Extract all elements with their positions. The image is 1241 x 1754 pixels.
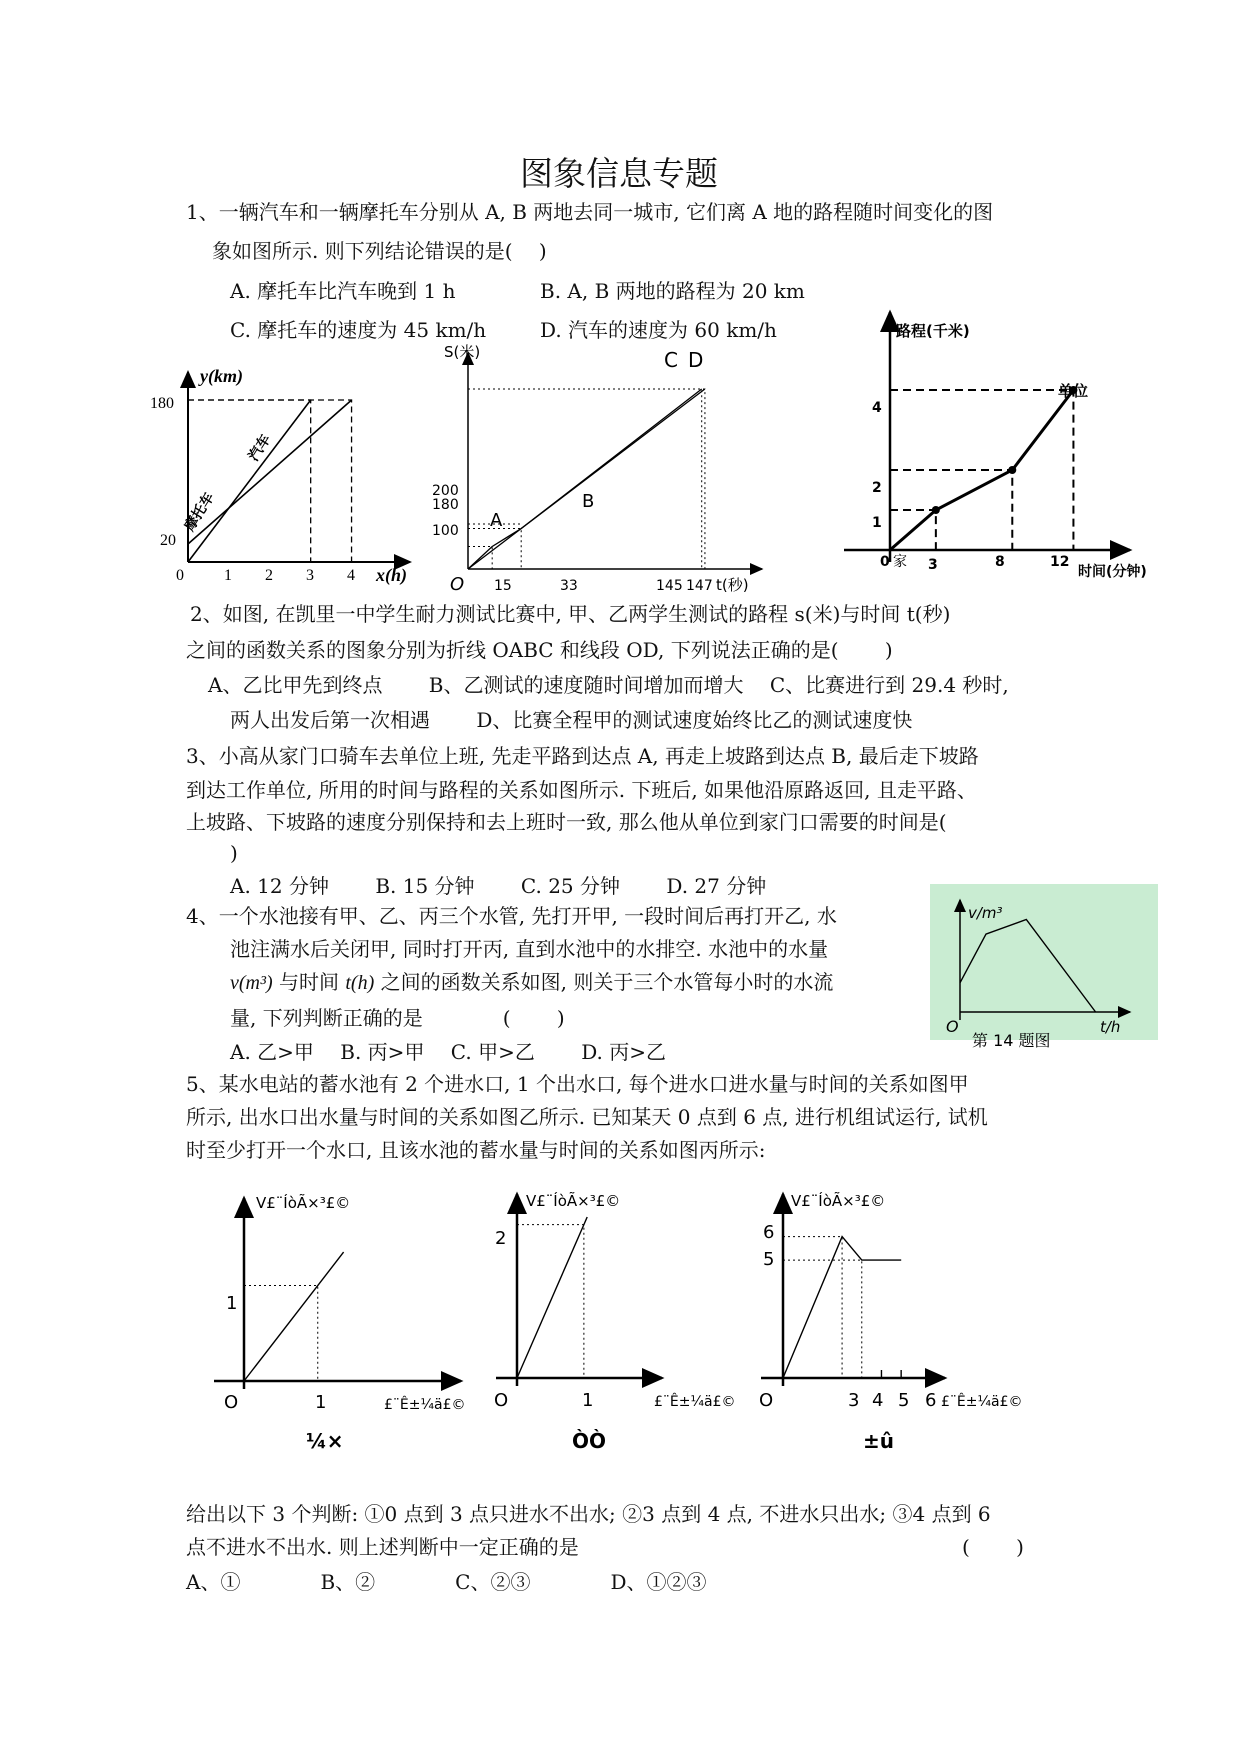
fig2-point-d: D — [688, 348, 704, 372]
fig1-x-tick-0: 0 — [176, 567, 184, 584]
fig1-y-label: y(km) — [200, 366, 243, 386]
q3-line3: 上坡路、下坡路的速度分别保持和去上班时一致, 那么他从单位到家门口需要的时间是( — [186, 810, 947, 834]
q4-line2: 池注满水后关闭甲, 同时打开丙, 直到水池中的水排空. 水池中的水量 — [230, 937, 829, 961]
q2-line1: 2、如图, 在凯里一中学生耐力测试比赛中, 甲、乙两学生测试的路程 s(米)与时间 t(秒) — [190, 602, 951, 626]
q4-line1: 4、一个水池接有甲、乙、丙三个水管, 先打开甲, 一段时间后再打开乙, 水 — [186, 904, 837, 928]
fig4-origin: O — [946, 1017, 959, 1036]
fig3-point-2 — [1008, 466, 1016, 474]
q5-line2: 所示, 出水口出水量与时间的关系如图乙所示. 已知某天 0 点到 6 点, 进行机组试运行, 试机 — [186, 1105, 988, 1129]
fig2-x-tick-147: 147 — [686, 578, 713, 594]
q5-answer-paren: ( ) — [962, 1535, 1024, 1559]
fig5a-origin: O — [224, 1392, 239, 1413]
q3-line1: 3、小高从家门口骑车去单位上班, 先走平路到达点 A, 再走上坡路到达点 B, 最后走下坡路 — [186, 744, 979, 768]
fig2-y-label: S(米) — [444, 343, 481, 361]
fig3-x-tick-8: 8 — [995, 554, 1005, 570]
q2-line2: 之间的函数关系的图象分别为折线 OABC 和线段 OD, 下列说法正确的是( ) — [186, 638, 893, 662]
fig5b-x-label: £¨Ê±¼ä£© — [654, 1394, 736, 1410]
page-title: 图象信息专题 — [520, 154, 718, 193]
q4-line3-text-2: 之间的函数关系如图, 则关于三个水管每小时的水流 — [374, 970, 834, 994]
fig3-point-1 — [932, 506, 940, 514]
q1-option-b: B. A, B 两地的路程为 20 km — [540, 279, 805, 303]
fig1-x-tick-2: 2 — [265, 567, 273, 584]
fig1-moto-label: 摩托车 — [181, 490, 218, 535]
figure-3-graph — [830, 300, 1170, 590]
fig5c-guide-drop — [783, 1260, 862, 1378]
fig5c-y-tick-6: 6 — [763, 1222, 775, 1243]
fig5c-y-label: V£¨ÍòÃ×³£© — [791, 1192, 886, 1210]
q4-line4: 量, 下列判断正确的是 ( ) — [230, 1006, 565, 1030]
fig3-unit-label: 单位 — [1058, 382, 1089, 400]
fig2-point-a: A — [490, 510, 503, 531]
q1-option-c: C. 摩托车的速度为 45 km/h — [230, 318, 487, 342]
fig4-y-label: v/m³ — [968, 904, 1003, 922]
fig1-x-tick-3: 3 — [306, 567, 314, 584]
q5-judgment-line1: 给出以下 3 个判断: ①0 点到 3 点只进水不出水; ②3 点到 4 点, 不进水只出水; ③4 点到 6 — [186, 1502, 991, 1526]
figure-5c-graph — [755, 1184, 1055, 1464]
q4-line3 — [230, 972, 833, 993]
q5-judgment-line2: 点不进水不出水. 则上述判断中一定正确的是 — [186, 1535, 579, 1559]
fig5c-x-tick-3: 3 — [848, 1390, 860, 1411]
fig3-origin: 0 — [880, 554, 890, 570]
fig5a-caption: ¼× — [306, 1429, 344, 1453]
fig1-y-tick-180: 180 — [150, 395, 174, 412]
fig2-x-tick-15: 15 — [494, 578, 512, 594]
fig5b-origin: O — [494, 1390, 509, 1411]
fig3-home-label: 家 — [893, 554, 907, 570]
figure-4-graph — [930, 884, 1158, 1050]
fig2-x-tick-33: 33 — [560, 578, 578, 594]
fig1-guide-moto-end — [188, 400, 352, 562]
fig5b-y-label: V£¨ÍòÃ×³£© — [526, 1192, 621, 1210]
fig5c-caption: ±û — [863, 1429, 894, 1453]
q5-line3: 时至少打开一个水口, 且该水池的蓄水量与时间的关系如图丙所示: — [186, 1138, 766, 1162]
fig5c-x-tick-6: 6 — [925, 1390, 937, 1411]
fig3-y-tick-2: 2 — [872, 480, 882, 496]
q4-time-expr: t(h) — [345, 972, 375, 994]
fig5b-x-tick-1: 1 — [582, 1390, 594, 1411]
fig2-origin: O — [450, 574, 465, 595]
fig3-y-tick-1: 1 — [872, 515, 882, 531]
q2-options-line2: 两人出发后第一次相遇 D、比赛全程甲的测试速度始终比乙的测试速度快 — [230, 708, 913, 732]
figure-5a-graph — [206, 1184, 486, 1464]
q3-line4: ) — [230, 841, 238, 865]
fig3-y-label: 路程(千米) — [896, 322, 970, 340]
figure-1-graph — [148, 360, 438, 585]
fig1-y-tick-20: 20 — [160, 532, 176, 549]
fig3-x-tick-3: 3 — [928, 557, 938, 573]
fig1-car-label: 汽车 — [245, 431, 275, 465]
figure-2-graph — [432, 345, 772, 595]
figure-5b-graph — [490, 1184, 770, 1464]
fig1-line-moto — [188, 400, 352, 544]
fig5a-x-tick-1: 1 — [315, 1392, 327, 1413]
fig5c-x-tick-4: 4 — [872, 1390, 884, 1411]
fig1-x-tick-1: 1 — [224, 567, 232, 584]
q4-options: A. 乙>甲 B. 丙>甲 C. 甲>乙 D. 丙>乙 — [230, 1040, 667, 1064]
q5-options: A、① B、② C、②③ D、①②③ — [186, 1570, 707, 1594]
fig5b-line — [517, 1217, 587, 1378]
fig5c-origin: O — [759, 1390, 774, 1411]
fig4-x-label: t/h — [1100, 1018, 1121, 1036]
fig4-caption: 第 14 题图 — [972, 1031, 1051, 1050]
q2-options-line1: A、乙比甲先到终点 B、乙测试的速度随时间增加而增大 C、比赛进行到 29.4 秒时, — [208, 673, 1009, 697]
fig3-x-tick-12: 12 — [1050, 554, 1070, 570]
fig2-y-tick-180: 180 — [432, 497, 459, 513]
fig1-line-car — [188, 400, 311, 562]
fig3-x-label: 时间(分钟) — [1078, 564, 1147, 580]
q3-options: A. 12 分钟 B. 15 分钟 C. 25 分钟 D. 27 分钟 — [230, 874, 767, 898]
fig1-x-tick-4: 4 — [347, 567, 355, 584]
fig2-line-od — [468, 389, 705, 569]
fig5c-y-tick-5: 5 — [763, 1249, 775, 1270]
fig5a-y-label: V£¨ÍòÃ×³£© — [256, 1194, 351, 1212]
fig5a-x-label: £¨Ê±¼ä£© — [384, 1397, 466, 1413]
fig3-y-tick-4: 4 — [872, 400, 882, 416]
fig2-point-b: B — [582, 491, 595, 512]
fig2-point-c: C — [664, 348, 678, 372]
fig2-y-tick-100: 100 — [432, 523, 459, 539]
fig2-x-tick-145: 145 — [656, 578, 683, 594]
fig2-x-label: t(秒) — [716, 576, 749, 594]
fig2-y-tick-200: 200 — [432, 483, 459, 499]
q5-line1: 5、某水电站的蓄水池有 2 个进水口, 1 个出水口, 每个进水口进水量与时间的关系如图甲 — [186, 1072, 969, 1096]
q1-line1: 1、一辆汽车和一辆摩托车分别从 A, B 两地去同一城市, 它们离 A 地的路程随时间变化的图 — [186, 200, 994, 224]
fig5c-x-tick-5: 5 — [898, 1390, 910, 1411]
q3-line2: 到达工作单位, 所用的时间与路程的关系如图所示. 下班后, 如果他沿原路返回, 且走平路、 — [186, 778, 977, 802]
fig1-x-label: x(h) — [376, 565, 407, 585]
q1-line2: 象如图所示. 则下列结论错误的是( ) — [212, 239, 547, 263]
q1-option-d: D. 汽车的速度为 60 km/h — [540, 318, 777, 342]
fig5b-caption: ÒÒ — [572, 1429, 607, 1453]
q4-line3-text-1: 与时间 — [272, 970, 346, 994]
fig4-background — [930, 884, 1158, 1040]
q4-volume-expr: v(m³) — [230, 972, 273, 994]
fig5a-line — [244, 1252, 344, 1381]
fig5c-x-label: £¨Ê±¼ä£© — [941, 1394, 1023, 1410]
q1-option-a: A. 摩托车比汽车晚到 1 h — [230, 279, 456, 303]
fig5b-y-tick-2: 2 — [495, 1228, 507, 1249]
fig5a-y-tick-1: 1 — [226, 1293, 238, 1314]
